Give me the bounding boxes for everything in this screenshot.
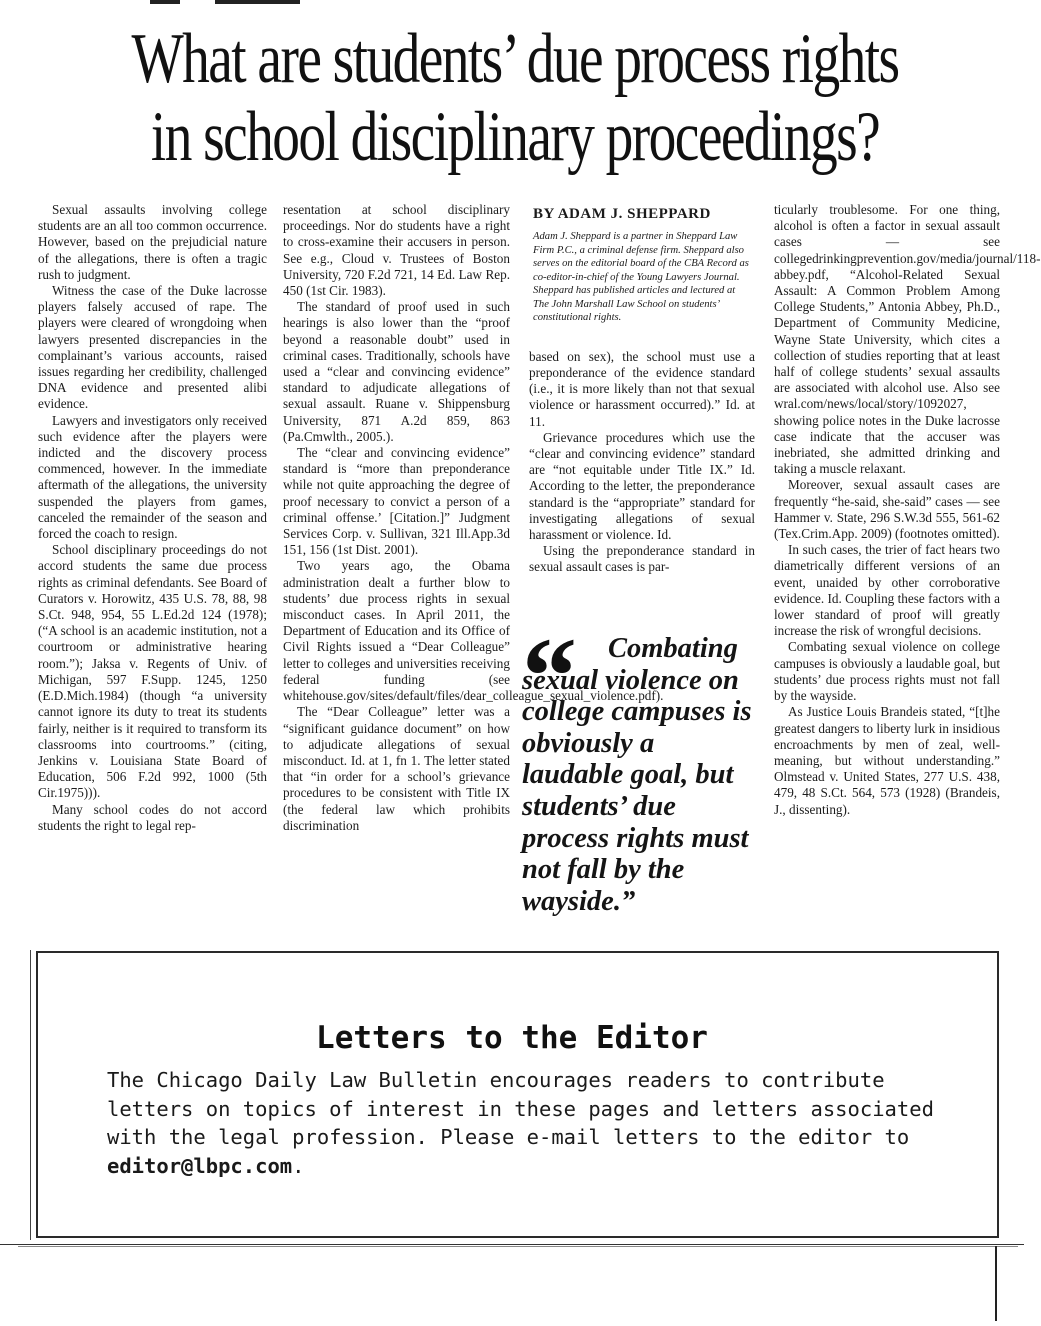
paragraph: Using the preponderance standard in sexual assault cases is par- — [529, 543, 755, 575]
article-column-1 — [38, 202, 267, 942]
top-rule-right — [215, 0, 300, 4]
letters-body — [107, 1066, 937, 1180]
headline — [129, 20, 901, 176]
top-rule-left — [150, 0, 180, 4]
article-column-4 — [774, 202, 1041, 942]
paragraph: The “Dear Colleague” letter was a “significant guidance document” on how to adjudicate allegations of sexual misconduct. Id. at 1, fn 1. The letter stated that “in order for a school’s grievance procedures to be consistent with Title IX (the federal law which prohibits discrimination — [283, 704, 510, 833]
paragraph: resentation at school disciplinary proceedings. Nor do students have a right to cross-examine their accusers in person. See e.g., Cloud v. Trustees of Boston University, 720 F.2d 721, 14 Ed. Law Rep. 450 (1st Cir. 1983). — [283, 202, 510, 299]
letters-title: Letters to the Editor — [316, 1020, 708, 1056]
paragraph: ticularly troublesome. For one thing, alcohol is often a factor in sexual assault cases — see collegedrinkingprevention.gov/media/journal/118-abbey.pdf, “Alcohol-Related Sexual Assault: A Common Problem Among College Students,” Antonia Abbey, Ph.D., Department of Community Medicine, Wayne State University, which cites a collection of studies reporting that at least half of college students’ sexual assaults are associated with alcohol use. Also see wral.com/news/local/story/1092027, showing police notes in the Duke lacrosse case indicate that the accuser was inebriated, she admitted drinking and taking a muscle relaxant. — [774, 202, 1041, 477]
paragraph: In such cases, the trier of fact hears two diametrically different versions of an event, unaided by other corroborative evidence. Id. Coupling these factors with a lower standard of proof will greatly increase the risk of wrongful decisions. — [774, 542, 1000, 639]
author-bio: Adam J. Sheppard is a partner in Sheppard Law Firm P.C., a criminal defense firm. Sheppard also serves on the editorial board of the CBA Record as co-editor-in-chief of the Young Lawyers Journal. Sheppard has published articles and lectured at The John Marshall Law School on students’ constitutional rights. — [533, 231, 749, 324]
paragraph: Combating sexual violence on college campuses is obviously a laudable goal, but students’ due process rights must not fall by the wayside. — [774, 639, 1000, 704]
article-column-3 — [529, 202, 755, 622]
editor-email: editor@lbpc.com — [107, 1153, 293, 1178]
pull-quote-body: Combating sexual violence on college campuses is obviously a laudable goal, but students’ due process rights must not fall by the wayside.” — [522, 633, 752, 917]
paragraph: School disciplinary proceedings do not accord students the same due process rights as criminal defendants. See Board of Curators v. Horowitz, 435 U.S. 78, 88, 98 S.Ct. 948, 954, 55 L.Ed.2d 124 (1978); (“A school is an academic institution, not a courtroom or administrative hearing room.”); Jaksa v. Regents of Univ. of Michigan, 597 F.Supp. 1245, 1250 (E.D.Mich.1984) (though “a university cannot ignore its duty to treat its students fairly, neither is it required to transform its classrooms into courtrooms.” (citing, Jenkins v. Louisiana State Board of Education, 506 F.2d 992, 1000 (5th Cir.1975))). — [38, 542, 267, 801]
paragraph: Two years ago, the Obama administration dealt a further blow to students’ due process rights in sexual misconduct cases. In April 2011, the Department of Education and its Office of Civil Rights issued a “Dear Colleague” letter to colleges and universities receiving federal funding (see whitehouse.gov/sites/default/files/dear_colleague_sexual_violence.pdf). — [283, 558, 664, 704]
paragraph: Grievance procedures which use the “clear and convincing evidence” standard are “not equitable under Title IX.” Id. According to the letter, the preponderance standard is the “appropriate” standard for investigating allegations of sexual harassment or violence. Id. — [529, 429, 755, 542]
divider — [0, 1244, 1024, 1245]
paragraph: The standard of proof used in such hearings is also lower than the “proof beyond a reasonable doubt” used in criminal cases. Traditionally, schools have used a “clear and convincing evidence” standard to adjudicate allegations of sexual assault. Ruane v. Shippensburg University, 871 A.2d 859, 863 (Pa.Cmwlth., 2005.). — [283, 299, 510, 444]
letters-text: The Chicago Daily Law Bulletin encourages readers to contribute letters on topics of interest in these pages and letters associated with the legal profession. Please e-mail letters to the editor to — [107, 1068, 934, 1149]
paragraph: The “clear and convincing evidence” standard is “more than preponderance while not quite approaching the degree of proof necessary to convict a person of a criminal offense.’ [Citation.]” Judgment Services Corp. v. Sullivan, 321 Ill.App.3d 151, 156 (1st Dist. 2001). — [283, 445, 510, 558]
divider — [30, 950, 31, 1240]
paragraph: Witness the case of the Duke lacrosse players falsely accused of rape. The players were cleared of wrongdoing when lawyers presented discrepancies in the complainant’s various accounts, raised issues regarding her credibility, challenged DNA evidence and presented alibi evidence. — [38, 283, 267, 412]
divider — [18, 1246, 1018, 1247]
quote-mark-icon: “ — [522, 615, 577, 737]
paragraph: Moreover, sexual assault cases are frequently “he-said, she-said” cases — see Hammer v. State, 296 S.W.3d 555, 561-62 (Tex.Crim.App. 2009) (footnotes omitted). — [774, 477, 1000, 542]
pull-quote — [516, 615, 771, 945]
paragraph: based on sex), the school must use a preponderance of the evidence standard (i.e., it is more likely than not that sexual violence or harassment occurred).” Id. at 11. — [529, 348, 755, 429]
paragraph: Lawyers and investigators only received such evidence after the players were indicted and the discovery process commenced, however. In the immediate aftermath of the allegations, the university suspended the players from games, canceled the remainder of the season and forced the coach to resign. — [38, 412, 267, 542]
letters-tail: . — [292, 1153, 305, 1178]
paragraph: Many school codes do not accord students the right to legal rep- — [38, 801, 267, 833]
paragraph: As Justice Louis Brandeis stated, “[t]he greatest dangers to liberty lurk in insidious encroachments by men of zeal, well-meaning, but without understanding.” Olmstead v. United States, 277 U.S. 438, 479, 48 S.Ct. 564, 573 (1928) (Brandeis, J., dissenting). — [774, 704, 1000, 817]
divider — [995, 1246, 997, 1321]
paragraph: Sexual assaults involving college students are an all too common occurrence. However, based on the prejudicial nature of the allegations, there is often a tragic rush to judgment. — [38, 202, 267, 282]
headline-line-2: in school disciplinary proceedings? — [150, 98, 880, 176]
headline-line-1: What are students’ due process rights — [131, 20, 899, 98]
pull-quote-text — [522, 633, 762, 917]
byline: BY ADAM J. SHEPPARD — [533, 206, 711, 222]
